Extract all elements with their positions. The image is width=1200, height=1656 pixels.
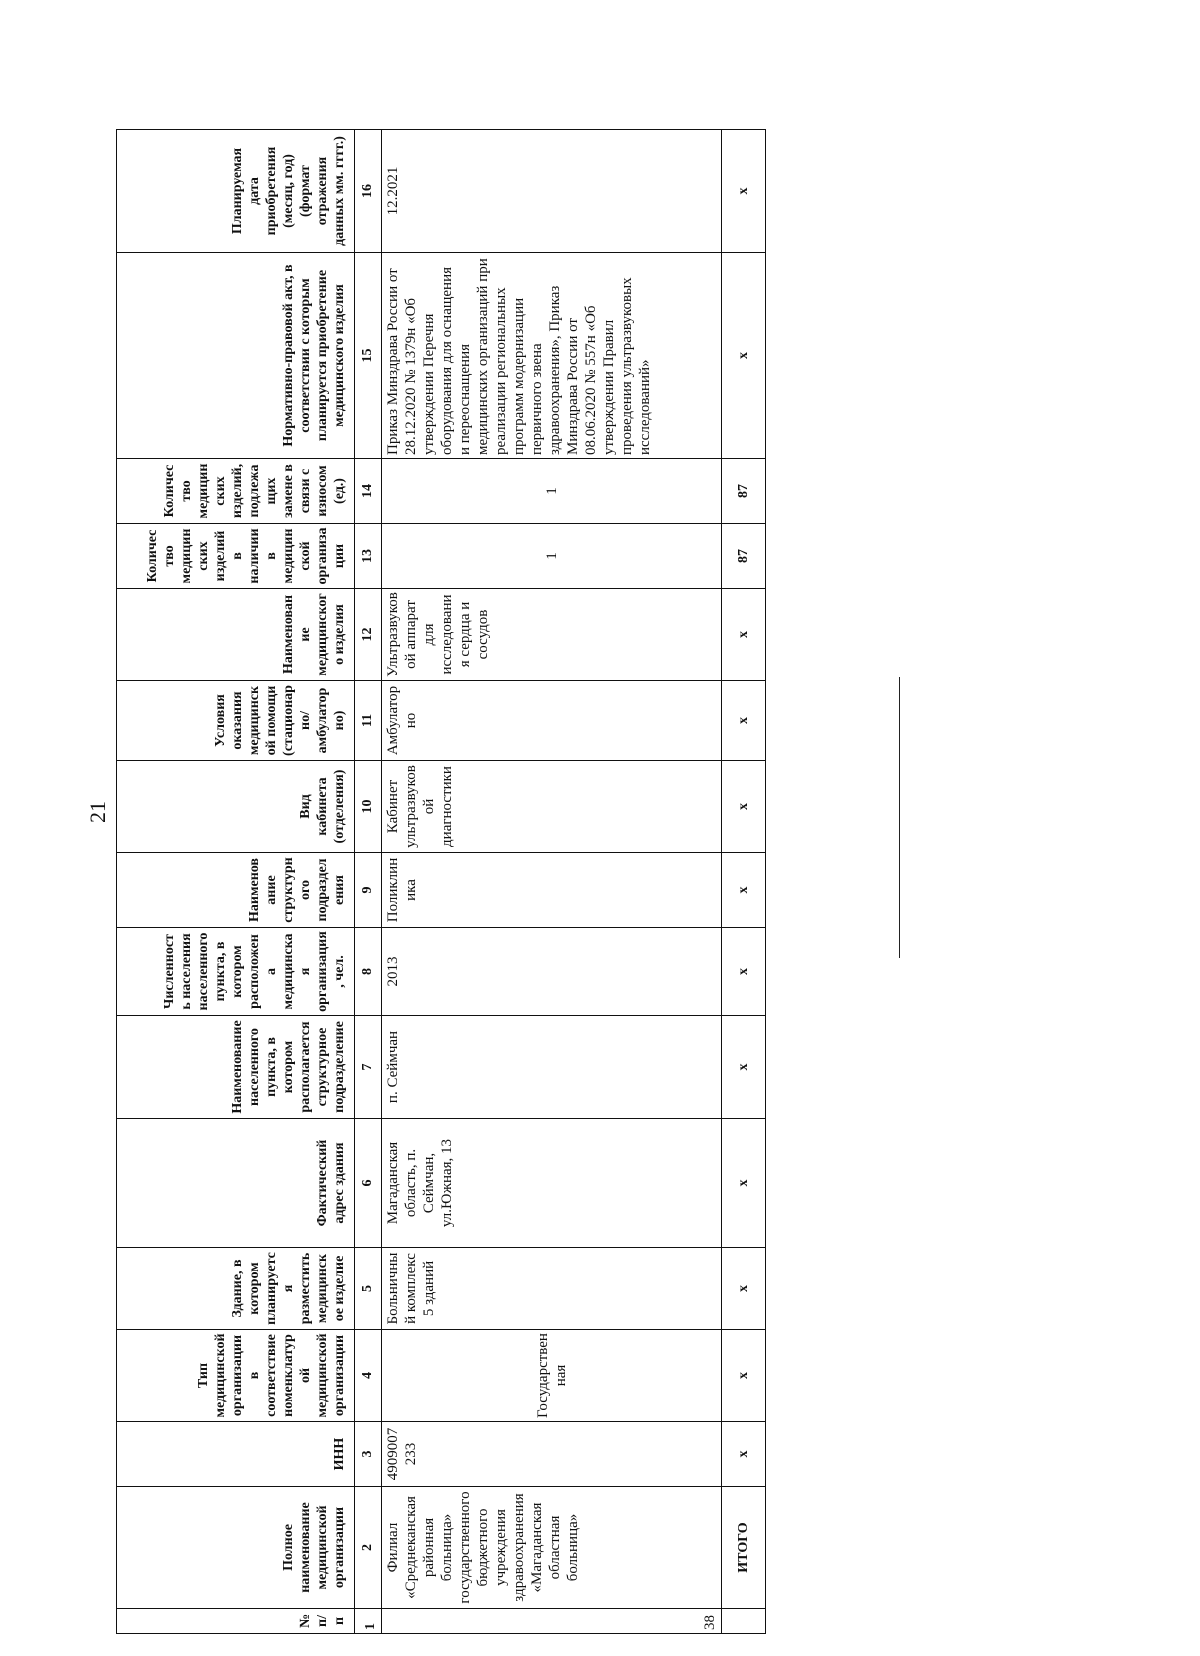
- column-number: 15: [355, 253, 382, 459]
- locality-cell: п. Сеймчан: [382, 1016, 722, 1119]
- table-row: [382, 130, 722, 1634]
- total-mark: х: [722, 853, 766, 928]
- room-cell: Кабинет ультразвуковой диагностики: [382, 761, 722, 853]
- header-cell: № п/п: [117, 1609, 355, 1634]
- organization-type-cell: Государственная: [382, 1330, 722, 1422]
- header-cell: Количество медицинских изделий в наличии в медицинской организации: [117, 524, 355, 589]
- total-mark: х: [722, 681, 766, 761]
- header-cell: Вид кабинета (отделения): [117, 761, 355, 853]
- header-cell: Количество медицинских изделий, подлежащих замене в связи с износом (ед.): [117, 459, 355, 524]
- header-row: [117, 130, 355, 1634]
- column-number: 10: [355, 761, 382, 853]
- column-number: 7: [355, 1016, 382, 1119]
- total-label: ИТОГО: [722, 1487, 766, 1609]
- column-number: 9: [355, 853, 382, 928]
- column-number: 4: [355, 1330, 382, 1422]
- column-number: 8: [355, 928, 382, 1016]
- header-cell: Фактический адрес здания: [117, 1119, 355, 1248]
- total-count-available: 87: [722, 524, 766, 589]
- building-cell: Больничный комплекс 5 зданий: [382, 1248, 722, 1330]
- inn-cell: 4909007233: [382, 1422, 722, 1487]
- unit-cell: Поликлиника: [382, 853, 722, 928]
- column-number-row: [355, 130, 382, 1634]
- total-mark: х: [722, 1248, 766, 1330]
- header-cell: Полное наименование медицинской организации: [117, 1487, 355, 1609]
- header-cell: ИНН: [117, 1422, 355, 1487]
- total-mark: х: [722, 589, 766, 681]
- legal-act-cell: Приказ Минздрава России от 28.12.2020 № 1379н «Об утверждении Перечня оборудования для оснащения и переоснащения медицинских организаций при реализации региональных программ модернизации первичного звена здравоохранения», Приказ Минздрава России от 08.06.2020 № 557н «Об утверждении Правил проведения ультразвуковых исследований»: [382, 253, 722, 459]
- column-number: 2: [355, 1487, 382, 1609]
- total-mark: х: [722, 761, 766, 853]
- total-mark: х: [722, 1422, 766, 1487]
- column-number: 1: [355, 1609, 382, 1634]
- header-cell: Наименование медицинского изделия: [117, 589, 355, 681]
- column-number: 5: [355, 1248, 382, 1330]
- equipment-table: [116, 129, 766, 1634]
- purchase-date-cell: 12.2021: [382, 130, 722, 253]
- total-mark: х: [722, 1330, 766, 1422]
- population-cell: 2013: [382, 928, 722, 1016]
- column-number: 3: [355, 1422, 382, 1487]
- total-mark: х: [722, 130, 766, 253]
- count-replace-cell: 1: [382, 459, 722, 524]
- column-number: 6: [355, 1119, 382, 1248]
- column-number: 11: [355, 681, 382, 761]
- header-cell: Наименование структурного подразделения: [117, 853, 355, 928]
- header-cell: Численность населения населенного пункта, в котором расположена медицинская организация, чел.: [117, 928, 355, 1016]
- header-cell: Здание, в котором планируется разместить медицинское изделие: [117, 1248, 355, 1330]
- signature-line: [899, 677, 900, 958]
- rotated-table-container: [116, 130, 765, 1634]
- column-number: 13: [355, 524, 382, 589]
- header-cell: Условия оказания медицинской помощи (стационарно/ амбулаторно): [117, 681, 355, 761]
- total-mark: х: [722, 1016, 766, 1119]
- total-mark: х: [722, 253, 766, 459]
- total-row: [722, 130, 766, 1634]
- device-cell: Ультразвуковой аппарат для исследования сердца и сосудов: [382, 589, 722, 681]
- organization-name-cell: Филиал «Среднеканская районная больница» государственного бюджетного учреждения здравоохранения «Магаданская областная больница»: [382, 1487, 722, 1609]
- header-cell: Тип медицинской организации в соответствие номенклатурой медицинской организации: [117, 1330, 355, 1422]
- total-empty-cell: [722, 1609, 766, 1634]
- page-number: 21: [85, 801, 110, 823]
- column-number: 14: [355, 459, 382, 524]
- total-mark: х: [722, 928, 766, 1016]
- row-number: 38: [382, 1609, 722, 1634]
- total-count-replace: 87: [722, 459, 766, 524]
- header-cell: Нормативно-правовой акт, в соответствии с которым планируется приобретение медицинского изделия: [117, 253, 355, 459]
- header-cell: Планируемая дата приобретения (месяц, год) (формат отражения данных мм. гггг.): [117, 130, 355, 253]
- header-cell: Наименование населенного пункта, в котором располагается структурное подразделение: [117, 1016, 355, 1119]
- column-number: 12: [355, 589, 382, 681]
- count-available-cell: 1: [382, 524, 722, 589]
- address-cell: Магаданская область, п. Сеймчан, ул.Южная, 13: [382, 1119, 722, 1248]
- conditions-cell: Амбулаторно: [382, 681, 722, 761]
- column-number: 16: [355, 130, 382, 253]
- total-mark: х: [722, 1119, 766, 1248]
